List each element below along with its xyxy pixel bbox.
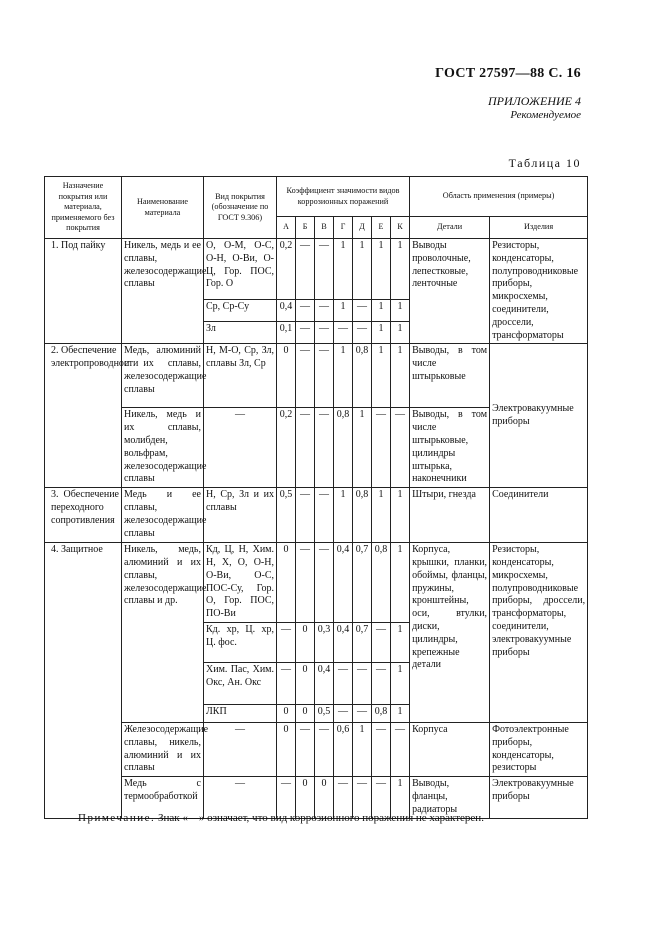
coef-cell: 1 [372, 322, 391, 344]
coef-cell: — [372, 722, 391, 776]
products-cell: Электровакуумные приборы [490, 777, 588, 818]
appendix-label: ПРИЛОЖЕНИЕ 4 [488, 94, 581, 108]
coef-cell: 0 [296, 704, 315, 722]
material-cell: Никель, медь и ее сплавы, железосодержащие сплавы [122, 239, 204, 344]
coating-cell: Ср, Ср-Су [204, 300, 277, 322]
material-cell: Железосодержащие сплавы, никель, алюминий и их сплавы [122, 722, 204, 776]
material-cell: Медь с термообработкой [122, 777, 204, 818]
details-cell: Выводы проволочные, лепестковые, ленточные [410, 239, 490, 344]
coating-cell: Н, Ср, Зл и их сплавы [204, 488, 277, 543]
coef-cell: 1 [353, 408, 372, 488]
purpose-cell: 1. Под пайку [45, 239, 122, 344]
coef-cell: — [315, 543, 334, 623]
coef-cell: 0,4 [334, 622, 353, 662]
material-cell: Никель, медь, алюминий и их сплавы, железосодержащие сплавы и др. [122, 543, 204, 723]
coef-cell: 0,5 [277, 488, 296, 543]
coef-cell: 0,6 [334, 722, 353, 776]
details-cell: Штыри, гнезда [410, 488, 490, 543]
coef-cell: 1 [391, 704, 410, 722]
header-coef-b: Б [296, 217, 315, 239]
data-table [44, 176, 588, 819]
header-area: Область применения (примеры) [410, 177, 588, 217]
coef-cell: 0 [315, 777, 334, 818]
coating-cell: Н, М-О, Ср, Зл, сплавы Зл, Ср [204, 344, 277, 408]
header-coef-e: Е [372, 217, 391, 239]
coef-cell: 1 [334, 300, 353, 322]
coef-cell: — [296, 322, 315, 344]
coef-cell: 0,5 [315, 704, 334, 722]
coef-cell: — [277, 622, 296, 662]
header-purpose: Назначение покрытия или материала, применяемого без покрытия [45, 177, 122, 239]
coef-cell: — [315, 722, 334, 776]
material-cell: Никель, медь и их сплавы, молибден, вольфрам, железосодержащие сплавы [122, 408, 204, 488]
coef-cell: 0,8 [372, 704, 391, 722]
coef-cell: 0 [296, 622, 315, 662]
coef-cell: 0,4 [277, 300, 296, 322]
coating-cell: — [204, 408, 277, 488]
footnote-label: Примечание. [78, 812, 156, 824]
coef-cell: 0,1 [277, 322, 296, 344]
table-caption: Таблица 10 [508, 156, 581, 170]
coef-cell: 1 [391, 344, 410, 408]
table-row [45, 488, 588, 543]
details-cell: Корпуса [410, 722, 490, 776]
coef-cell: — [391, 408, 410, 488]
products-cell: Соединители [490, 488, 588, 543]
coef-cell: — [277, 777, 296, 818]
header-products: Изделия [490, 217, 588, 239]
details-cell: Выводы, в том числе штырьковые, цилиндры штырька, наконечники [410, 408, 490, 488]
coef-cell: — [372, 408, 391, 488]
header-coef-d: Д [353, 217, 372, 239]
coef-cell: — [296, 543, 315, 623]
details-cell: Выводы, фланцы, радиаторы [410, 777, 490, 818]
coef-cell: — [315, 408, 334, 488]
coef-cell: — [334, 662, 353, 704]
coef-cell: — [296, 722, 315, 776]
coef-cell: — [334, 322, 353, 344]
coef-cell: 1 [353, 722, 372, 776]
material-cell: Медь, алюминий и их сплавы, железосодержащие сплавы [122, 344, 204, 408]
coating-cell: — [204, 777, 277, 818]
coef-cell: 0,4 [315, 662, 334, 704]
purpose-cell: 3. Обеспечение переходного сопротивления [45, 488, 122, 543]
table-row [45, 239, 588, 300]
coef-cell: — [315, 300, 334, 322]
header-coef-a: А [277, 217, 296, 239]
coef-cell: 0,7 [353, 543, 372, 623]
coef-cell: — [372, 662, 391, 704]
coef-cell: — [334, 704, 353, 722]
coef-cell: — [296, 488, 315, 543]
footnote [78, 812, 484, 824]
coef-cell: — [315, 488, 334, 543]
header-coef-v: В [315, 217, 334, 239]
coef-cell: 0,8 [372, 543, 391, 623]
purpose-cell: 2. Обеспечение электропроводности [45, 344, 122, 488]
coef-cell: — [315, 344, 334, 408]
header-coef: Коэффициент значимости видов коррозионных поражений [277, 177, 410, 217]
coef-cell: 0,3 [315, 622, 334, 662]
coef-cell: 1 [372, 488, 391, 543]
table-row [45, 344, 588, 408]
coef-cell: 1 [391, 777, 410, 818]
coef-cell: 1 [391, 662, 410, 704]
coef-cell: 0,7 [353, 622, 372, 662]
coef-cell: 1 [334, 488, 353, 543]
coating-cell: Кд. хр, Ц. хр, Ц. фос. [204, 622, 277, 662]
header-coating: Вид покрытия (обозначение по ГОСТ 9.306) [204, 177, 277, 239]
coef-cell: 0 [277, 344, 296, 408]
coating-cell: ЛКП [204, 704, 277, 722]
table-header [45, 177, 588, 239]
coating-cell: Зл [204, 322, 277, 344]
coef-cell: — [296, 408, 315, 488]
footnote-text: Знак «—» означает, что вид коррозионного поражения не характерен. [157, 812, 484, 824]
coef-cell: 0,2 [277, 239, 296, 300]
coef-cell: — [334, 777, 353, 818]
coef-cell: 1 [391, 322, 410, 344]
coef-cell: 1 [372, 344, 391, 408]
products-cell: Резисторы, конденсаторы, полупроводниковые приборы, микросхемы, соединители, дроссели, трансформаторы [490, 239, 588, 344]
coef-cell: — [315, 239, 334, 300]
header-material: Наименование материала [122, 177, 204, 239]
document-title: ГОСТ 27597—88 С. 16 [435, 66, 581, 81]
coef-cell: 1 [391, 239, 410, 300]
recommended-label: Рекомендуемое [510, 109, 581, 121]
table-row [45, 722, 588, 776]
coef-cell: — [353, 300, 372, 322]
coef-cell: 1 [391, 543, 410, 623]
coating-cell: Хим. Пас, Хим. Окс, Ан. Окс [204, 662, 277, 704]
coef-cell: 0,8 [334, 408, 353, 488]
coef-cell: 1 [391, 300, 410, 322]
coef-cell: 1 [372, 239, 391, 300]
products-cell: Фотоэлектронные приборы, конденсаторы, резисторы [490, 722, 588, 776]
coef-cell: 0 [277, 543, 296, 623]
coef-cell: 1 [353, 239, 372, 300]
coef-cell: — [353, 777, 372, 818]
coef-cell: — [372, 777, 391, 818]
coef-cell: — [353, 322, 372, 344]
coef-cell: 0,2 [277, 408, 296, 488]
coef-cell: 0,4 [334, 543, 353, 623]
coef-cell: — [353, 662, 372, 704]
coef-cell: 0 [296, 777, 315, 818]
coef-cell: — [353, 704, 372, 722]
header-coef-g: Г [334, 217, 353, 239]
coef-cell: — [315, 322, 334, 344]
coef-cell: 0 [277, 722, 296, 776]
coef-cell: — [296, 239, 315, 300]
header-details: Детали [410, 217, 490, 239]
products-cell: Электровакуумные приборы [490, 344, 588, 488]
coef-cell: 1 [334, 239, 353, 300]
coef-cell: — [391, 722, 410, 776]
details-cell: Корпуса, крышки, планки, обоймы, фланцы, пружины, кронштейны, оси, втулки, диски, цилиндры, крепежные детали [410, 543, 490, 723]
coef-cell: 0 [277, 704, 296, 722]
details-cell: Выводы, в том числе штырьковые [410, 344, 490, 408]
coating-cell: Кд, Ц, Н, Хим. Н, Х, О, О-Н, О-Ви, О-С, ПОС-Су, Гор. О, Гор. ПОС, ПО-Ви [204, 543, 277, 623]
coef-cell: 1 [391, 622, 410, 662]
coef-cell: 1 [334, 344, 353, 408]
coating-cell: О, О-М, О-С, О-Н, О-Ви, О-Ц, Гор. ПОС, Гор. О [204, 239, 277, 300]
coef-cell: 0 [296, 662, 315, 704]
coef-cell: — [296, 344, 315, 408]
table-row [45, 543, 588, 623]
coef-cell: 0,8 [353, 488, 372, 543]
coef-cell: 1 [372, 300, 391, 322]
products-cell: Резисторы, конденсаторы, микросхемы, полупроводниковые приборы, дроссели, трансформаторы, соединители, электровакуумные приборы [490, 543, 588, 723]
header-coef-k: К [391, 217, 410, 239]
coating-cell: — [204, 722, 277, 776]
coef-cell: — [372, 622, 391, 662]
coef-cell: 0,8 [353, 344, 372, 408]
purpose-cell: 4. Защитное [45, 543, 122, 818]
material-cell: Медь и ее сплавы, железосодержащие сплавы [122, 488, 204, 543]
coef-cell: — [277, 662, 296, 704]
coef-cell: — [296, 300, 315, 322]
coef-cell: 1 [391, 488, 410, 543]
